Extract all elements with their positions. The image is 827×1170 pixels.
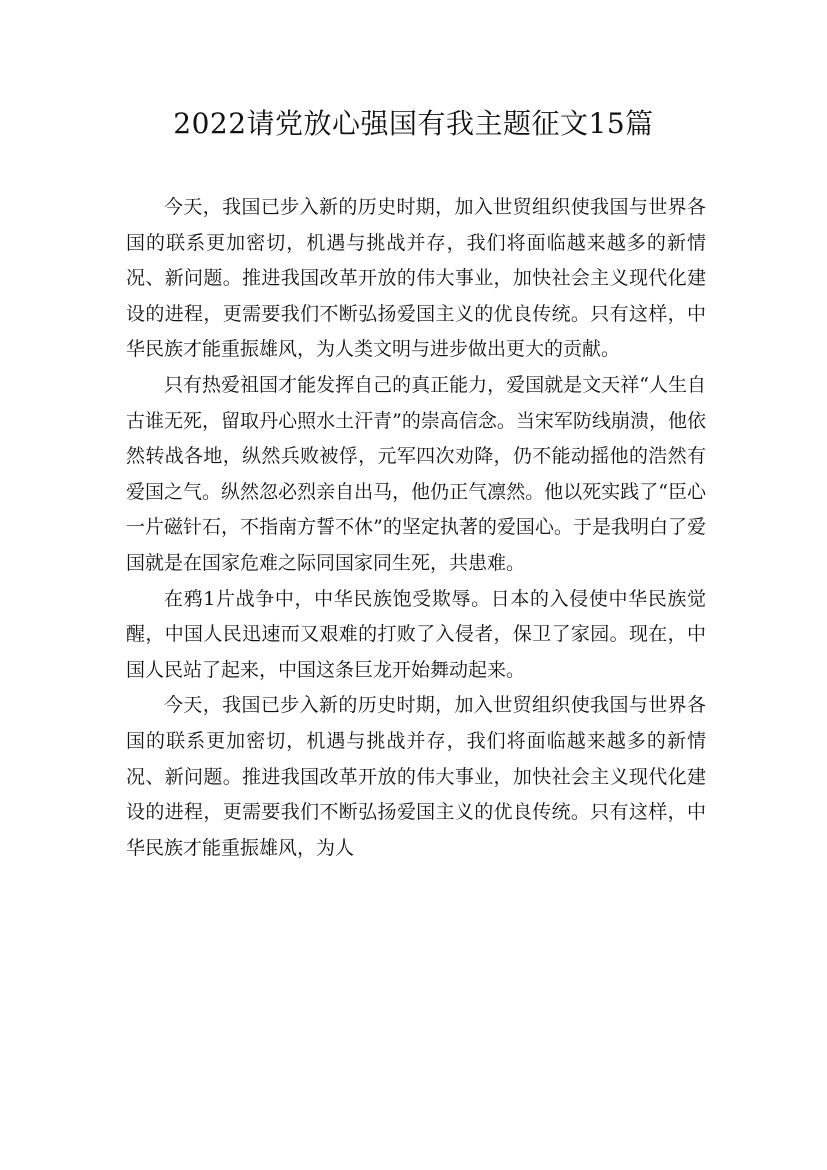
document-title: 2022请党放心强国有我主题征文15篇 — [173, 107, 654, 140]
paragraph-3: 在鸦1片战争中，中华民族饱受欺辱。日本的入侵使中华民族觉醒，中国人民迅速而又艰难的打败了入侵者，保卫了家园。现在，中国人民站了起来，中国这条巨龙开始舞动起来。 — [126, 587, 706, 681]
document-body — [126, 190, 706, 866]
paragraph-4: 今天，我国已步入新的历史时期，加入世贸组织使我国与世界各国的联系更加密切，机遇与挑战并存，我们将面临越来越多的新情况、新问题。推进我国改革开放的伟大事业，加快社会主义现代化建设的进程，更需要我们不断弘扬爱国主义的优良传统。只有这样，中华民族才能重振雄风，为人 — [126, 694, 706, 859]
paragraph-1: 今天，我国已步入新的历史时期，加入世贸组织使我国与世界各国的联系更加密切，机遇与挑战并存，我们将面临越来越多的新情况、新问题。推进我国改革开放的伟大事业，加快社会主义现代化建设的进程，更需要我们不断弘扬爱国主义的优良传统。只有这样，中华民族才能重振雄风，为人类文明与进步做出更大的贡献。 — [126, 196, 706, 361]
paragraph-2: 只有热爱祖国才能发挥自己的真正能力，爱国就是文天祥“人生自古谁无死，留取丹心照水土汗青”的崇高信念。当宋军防线崩溃，他依然转战各地，纵然兵败被俘，元军四次劝降，仍不能动摇他的浩然有爱国之气。纵然忽必烈亲自出马，他仍正气凛然。他以死实践了“臣心一片磁针石，不指南方誓不休”的坚定执著的爱国心。于是我明白了爱国就是在国家危难之际同国家同生死，共患难。 — [126, 373, 706, 574]
